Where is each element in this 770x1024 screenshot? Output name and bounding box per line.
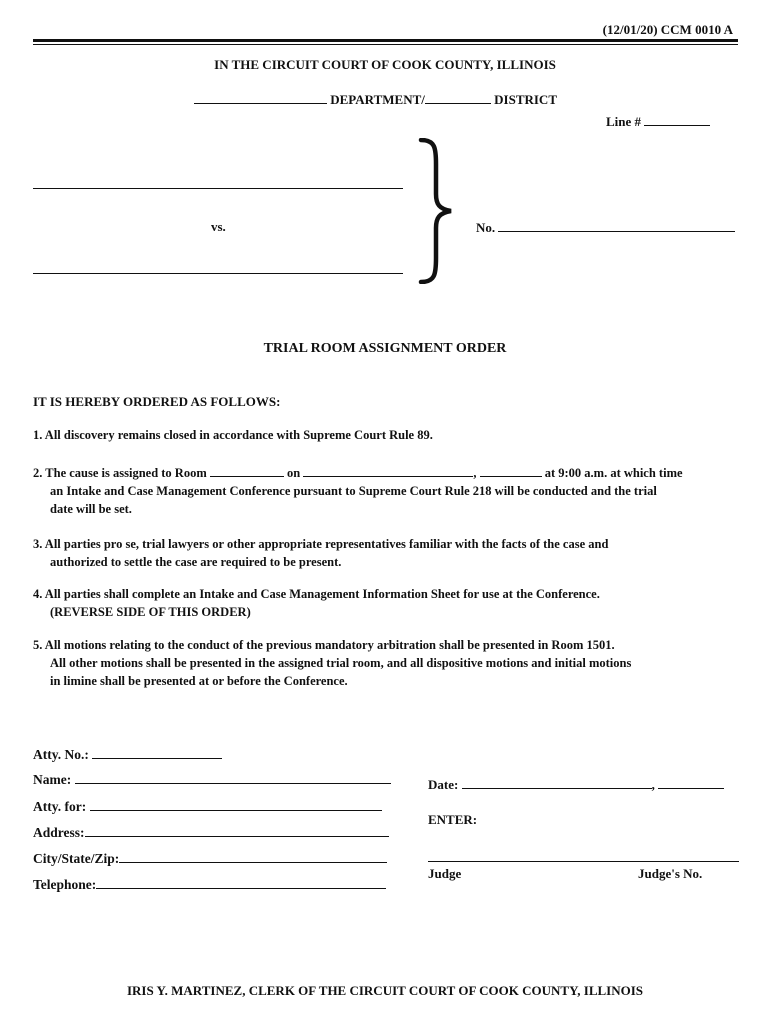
atty-no-row: [33, 746, 222, 763]
name-row: [33, 771, 391, 788]
atty-no-label: Atty. No.:: [33, 747, 89, 762]
header-rule-thin: [33, 44, 738, 45]
order-date-field[interactable]: [462, 776, 652, 789]
order-year-field[interactable]: [658, 776, 724, 789]
room-field[interactable]: [210, 464, 284, 477]
line-number-row: [606, 113, 710, 130]
order-item-4-line2: (REVERSE SIDE OF THIS ORDER): [50, 605, 251, 619]
district-field[interactable]: [425, 91, 491, 104]
district-label: DISTRICT: [494, 92, 557, 107]
order-item-1-text: 1. All discovery remains closed in accordance with Supreme Court Rule 89.: [33, 428, 433, 442]
case-number-row: [476, 219, 735, 236]
line-number-field[interactable]: [644, 113, 710, 126]
order-item-2-line2: an Intake and Case Management Conference pursuant to Supreme Court Rule 218 will be conducted and the trial: [50, 484, 657, 498]
form-code: (12/01/20) CCM 0010 A: [602, 22, 733, 37]
enter-label: ENTER:: [428, 812, 478, 827]
order-item-2-line3: date will be set.: [50, 502, 132, 516]
telephone-field[interactable]: [96, 876, 386, 889]
order-item-2-on: on: [287, 466, 301, 480]
order-item-1: [33, 426, 753, 444]
court-name: IN THE CIRCUIT COURT OF COOK COUNTY, ILLINOIS: [214, 57, 556, 72]
department-label: DEPARTMENT/: [330, 92, 425, 107]
conference-year-field[interactable]: [480, 464, 542, 477]
header-rule-thick: [33, 39, 738, 42]
department-row: [194, 91, 557, 108]
atty-for-row: [33, 798, 382, 815]
order-item-5-line2: All other motions shall be presented in the assigned trial room, and all dispositive motions and initial motions: [50, 656, 632, 670]
order-item-3-line1: 3. All parties pro se, trial lawyers or other appropriate representatives familiar with the facts of the case and: [33, 537, 609, 551]
order-item-3-line2: authorized to settle the case are required to be present.: [50, 555, 342, 569]
defendant-line[interactable]: [33, 273, 403, 274]
atty-for-field[interactable]: [90, 798, 382, 811]
order-item-4: [33, 585, 753, 621]
order-item-5-line3: in limine shall be presented at or before the Conference.: [50, 674, 348, 688]
date-comma: ,: [651, 777, 655, 792]
atty-no-field[interactable]: [92, 746, 222, 759]
atty-for-label: Atty. for:: [33, 799, 87, 814]
date-row: [428, 776, 724, 793]
city-state-zip-field[interactable]: [119, 850, 387, 863]
judge-label: Judge: [428, 866, 462, 881]
order-item-2-time: at 9:00 a.m. at which time: [544, 466, 683, 480]
department-field[interactable]: [194, 91, 327, 104]
case-number-label: No.: [476, 220, 496, 235]
order-item-3: [33, 535, 753, 571]
order-item-2-lead: 2. The cause is assigned to Room: [33, 466, 207, 480]
case-number-field[interactable]: [498, 219, 735, 232]
address-field[interactable]: [85, 824, 389, 837]
order-item-5: [33, 636, 753, 690]
date-label: Date:: [428, 777, 459, 792]
conference-date-field[interactable]: [303, 464, 473, 477]
order-item-2-comma: ,: [473, 466, 477, 480]
judge-signature-line[interactable]: [428, 861, 739, 862]
judge-number-label: Judge's No.: [638, 866, 703, 881]
plaintiff-line[interactable]: [33, 188, 403, 189]
line-number-label: Line #: [606, 114, 642, 129]
order-item-5-line1: 5. All motions relating to the conduct of the previous mandatory arbitration shall be presented in Room 1501.: [33, 638, 615, 652]
order-item-4-line1: 4. All parties shall complete an Intake and Case Management Information Sheet for use at the Conference.: [33, 587, 600, 601]
telephone-label: Telephone:: [33, 877, 97, 892]
name-field[interactable]: [75, 771, 391, 784]
order-item-2: [33, 464, 753, 518]
telephone-row: [33, 876, 386, 893]
city-state-zip-label: City/State/Zip:: [33, 851, 120, 866]
clerk-footer: IRIS Y. MARTINEZ, CLERK OF THE CIRCUIT COURT OF COOK COUNTY, ILLINOIS: [126, 983, 644, 998]
caption-brace: [415, 138, 457, 284]
address-label: Address:: [33, 825, 85, 840]
vs-label: vs.: [211, 219, 226, 234]
city-state-zip-row: [33, 850, 387, 867]
order-intro: IT IS HEREBY ORDERED AS FOLLOWS:: [33, 394, 281, 409]
address-row: [33, 824, 389, 841]
order-title: TRIAL ROOM ASSIGNMENT ORDER: [263, 341, 507, 356]
name-label: Name:: [33, 772, 72, 787]
